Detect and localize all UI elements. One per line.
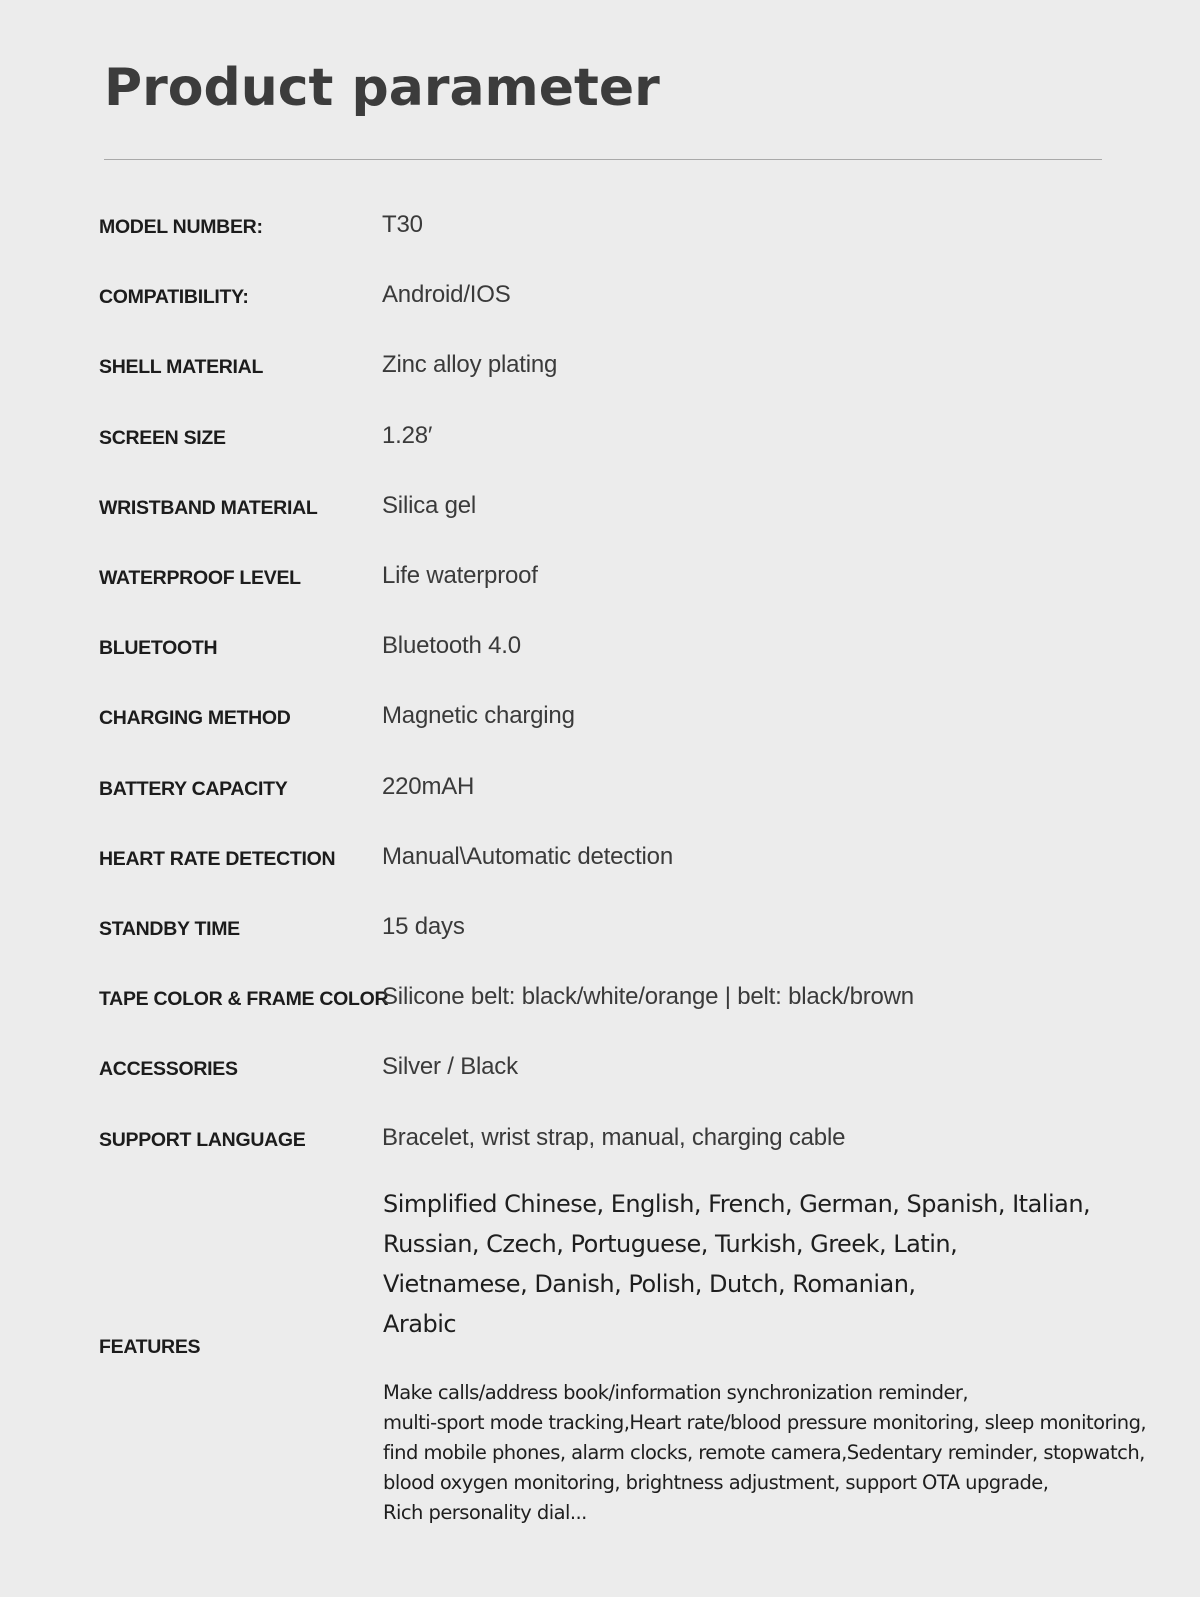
spec-value: Zinc alloy plating [382,351,558,379]
spec-row [0,418,1200,458]
spec-value: Bracelet, wrist strap, manual, charging cable [382,1123,846,1151]
feature-line: Rich personality dial... [383,1501,587,1524]
spec-row [0,769,1200,809]
feature-line: find mobile phones, alarm clocks, remote camera,Sedentary reminder, stopwatch, [383,1441,1145,1464]
spec-row [0,277,1200,317]
language-line: Simplified Chinese, English, French, German, Spanish, Italian, [383,1190,1091,1218]
spec-row [0,1120,1200,1160]
spec-label: WRISTBAND MATERIAL [99,496,318,519]
feature-line: Make calls/address book/information synchronization reminder, [383,1381,969,1404]
spec-label: TAPE COLOR & FRAME COLOR [99,988,389,1011]
spec-row [0,488,1200,528]
page-title: Product parameter [104,58,660,118]
spec-value: 220mAH [382,772,475,800]
spec-value: Manual\Automatic detection [382,842,673,870]
spec-label: ACCESSORIES [99,1058,238,1081]
spec-value: T30 [382,211,423,238]
spec-row [0,909,1200,949]
spec-label: BLUETOOTH [99,637,218,660]
spec-value: Silicone belt: black/white/orange | belt: black/brown [382,983,914,1011]
feature-line: blood oxygen monitoring, brightness adjustment, support OTA upgrade, [383,1471,1049,1494]
spec-value: Silver / Black [382,1053,518,1081]
spec-row [0,979,1200,1019]
spec-row [0,698,1200,738]
language-line: Vietnamese, Danish, Polish, Dutch, Romanian, [383,1270,916,1298]
title-divider [104,159,1102,160]
spec-label: STANDBY TIME [99,918,240,940]
spec-row [0,347,1200,387]
spec-label: SHELL MATERIAL [99,356,264,379]
spec-row [0,628,1200,668]
spec-value: Bluetooth 4.0 [382,632,521,660]
spec-label: CHARGING METHOD [99,707,291,730]
spec-label: SUPPORT LANGUAGE [99,1128,306,1151]
spec-value: 15 days [382,913,465,940]
features-list [383,1378,1198,1528]
spec-label: BATTERY CAPACITY [99,777,288,800]
spec-label: WATERPROOF LEVEL [99,567,301,589]
feature-line: multi-sport mode tracking,Heart rate/blood pressure monitoring, sleep monitoring, [383,1411,1147,1434]
spec-value: Life waterproof [382,562,538,589]
language-list [383,1184,1183,1344]
language-line: Arabic [383,1310,457,1338]
spec-row [0,839,1200,879]
spec-value: Magnetic charging [382,702,575,730]
features-label: FEATURES [99,1336,201,1358]
spec-label: MODEL NUMBER: [99,216,263,238]
spec-row [0,207,1200,247]
spec-label: COMPATIBILITY: [99,286,249,309]
spec-label: HEART RATE DETECTION [99,847,336,870]
spec-row [0,558,1200,598]
spec-value: 1.28′ [382,421,433,449]
spec-row [0,1049,1200,1089]
spec-label: SCREEN SIZE [99,426,226,449]
spec-value: Android/IOS [382,281,511,309]
language-line: Russian, Czech, Portuguese, Turkish, Greek, Latin, [383,1230,958,1258]
spec-value: Silica gel [382,491,477,519]
